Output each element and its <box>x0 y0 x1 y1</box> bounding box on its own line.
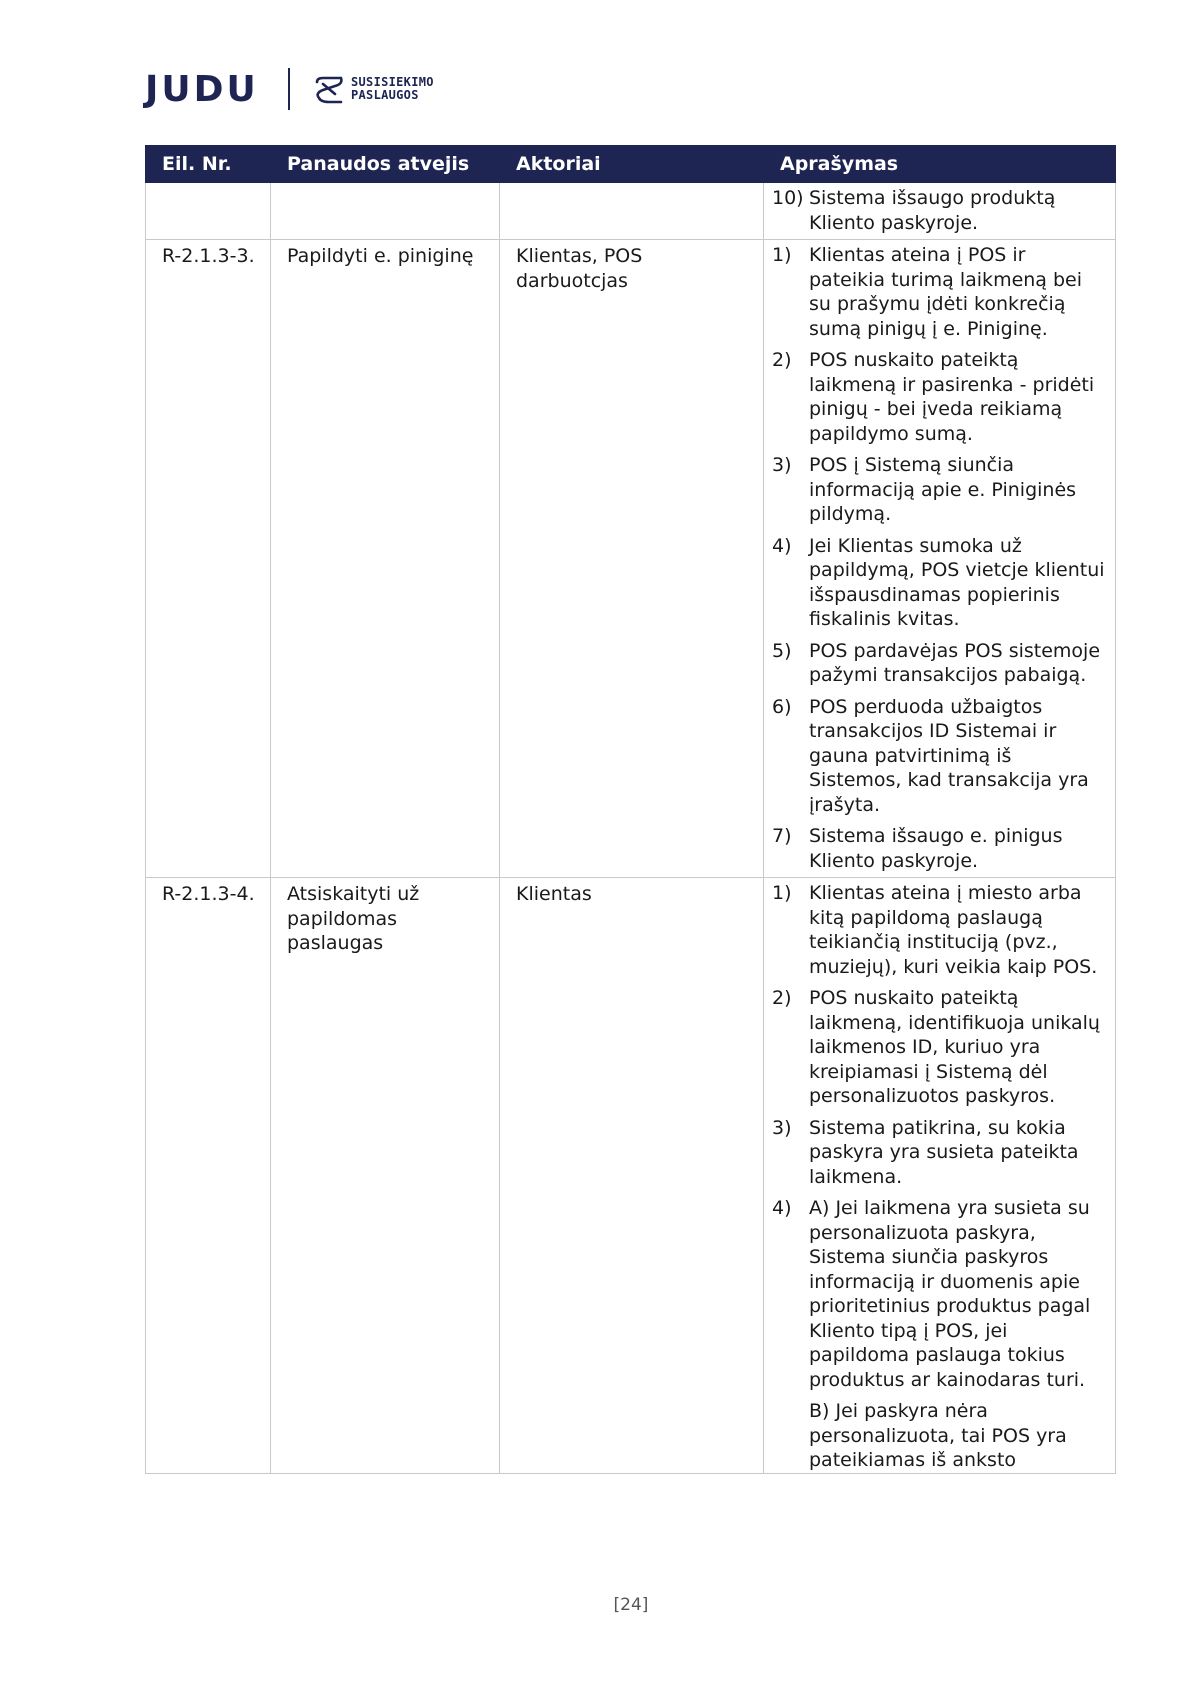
column-header-use-case: Panaudos atvejis <box>271 146 500 183</box>
row-actors: Klientas, POS darbuotcjas <box>500 240 764 878</box>
logo-divider <box>288 68 290 110</box>
description-step <box>772 636 1115 692</box>
page-number: [24] <box>613 1595 649 1615</box>
step-text: POS pardavėjas POS sistemoje pažymi transakcijos pabaigą. <box>809 639 1101 686</box>
step-text: POS į Sistemą siunčia informaciją apie e. Piniginės pildymą. <box>809 454 1077 525</box>
table-row <box>146 183 1116 240</box>
step-number: 1) <box>772 882 792 904</box>
step-number: 7) <box>772 825 792 847</box>
column-header-id: Eil. Nr. <box>146 146 271 183</box>
row-use-case: Atsiskaityti už papildomas paslaugas <box>271 878 500 1474</box>
description-step <box>772 878 1115 983</box>
step-text: A) Jei laikmena yra susieta su personalizuota paskyra, Sistema siunčia paskyros informaciją ir duomenis apie prioritetinius produktus pagal Kliento tipą į POS, jei papildoma paslauga tokius produktus ar kainodaras turi. <box>809 1197 1091 1391</box>
step-text: POS perduoda užbaigtos transakcijos ID Sistemai ir gauna patvirtinimą iš Sistemos, kad transakcija yra įrašyta. <box>809 695 1089 816</box>
row-id: R-2.1.3-4. <box>146 878 271 1474</box>
step-number: 4) <box>772 534 792 557</box>
row-id <box>146 183 271 240</box>
susisiekimo-paslaugos-logo-icon <box>313 76 345 104</box>
table-row <box>146 240 1116 878</box>
column-header-actors: Aktoriai <box>500 146 764 183</box>
column-header-description: Aprašymas <box>764 146 1116 183</box>
step-number: 3) <box>772 454 792 476</box>
row-actors <box>500 183 764 240</box>
logo-text-line1: SUSISIEKIMO <box>351 75 434 89</box>
description-step <box>772 531 1115 636</box>
description-step <box>772 983 1115 1113</box>
step-number: 4) <box>772 1197 792 1219</box>
step-text: Sistema išsaugo produktą Kliento paskyroje. <box>809 187 1056 234</box>
description-step <box>772 821 1115 877</box>
description-step <box>772 183 1115 239</box>
row-actors: Klientas <box>500 878 764 1474</box>
logo-text-line2: PASLAUGOS <box>351 88 419 102</box>
description-step <box>772 1396 1115 1473</box>
step-text: Sistema patikrina, su kokia paskyra yra susieta pateikta laikmena. <box>809 1116 1079 1188</box>
page-header <box>145 68 745 112</box>
step-number: 2) <box>772 987 792 1009</box>
step-text: Jei Klientas sumoka už papildymą, POS vietcje klientui išspausdinamas popierinis fiskalinis kvitas. <box>809 534 1105 630</box>
step-text: POS nuskaito pateiktą laikmeną ir pasirenka - pridėti pinigų - bei įveda reikiamą papildymo sumą. <box>809 349 1095 445</box>
step-number: 10) <box>772 187 804 209</box>
table-row <box>146 878 1116 1474</box>
step-text: B) Jei paskyra nėra personalizuota, tai POS yra pateikiamas iš anksto <box>809 1400 1067 1471</box>
row-description <box>764 183 1116 240</box>
step-text: Klientas ateina į miesto arba kitą papildomą paslaugą teikiančią instituciją (pvz., muziejų), kuri veikia kaip POS. <box>809 882 1098 978</box>
description-step <box>772 1113 1115 1194</box>
step-text: Sistema išsaugo e. pinigus Kliento paskyroje. <box>809 825 1063 872</box>
judu-logo: JUDU <box>145 69 259 110</box>
row-id: R-2.1.3-3. <box>146 240 271 878</box>
description-step <box>772 450 1115 531</box>
susisiekimo-paslaugos-logo-text <box>351 76 434 102</box>
row-use-case <box>271 183 500 240</box>
step-number: 3) <box>772 1116 792 1139</box>
step-number: 2) <box>772 349 792 371</box>
description-step <box>772 345 1115 450</box>
step-number <box>772 1399 809 1473</box>
table-header-row <box>146 146 1116 183</box>
row-use-case: Papildyti e. piniginę <box>271 240 500 878</box>
description-step <box>772 240 1115 345</box>
row-description <box>764 878 1116 1474</box>
description-step <box>772 1193 1115 1396</box>
description-step <box>772 692 1115 822</box>
step-text: POS nuskaito pateiktą laikmeną, identifikuoja unikalų laikmenos ID, kuriuo yra kreipiamasi į Sistemą dėl personalizuotos paskyros. <box>809 987 1100 1107</box>
step-number: 1) <box>772 244 792 266</box>
step-text: Klientas ateina į POS ir pateikia turimą laikmeną bei su prašymu įdėti konkrečią sumą pinigų į e. Piniginę. <box>809 244 1083 340</box>
step-number: 6) <box>772 695 792 718</box>
step-number: 5) <box>772 639 792 662</box>
row-description <box>764 240 1116 878</box>
use-case-table <box>145 145 1116 1474</box>
